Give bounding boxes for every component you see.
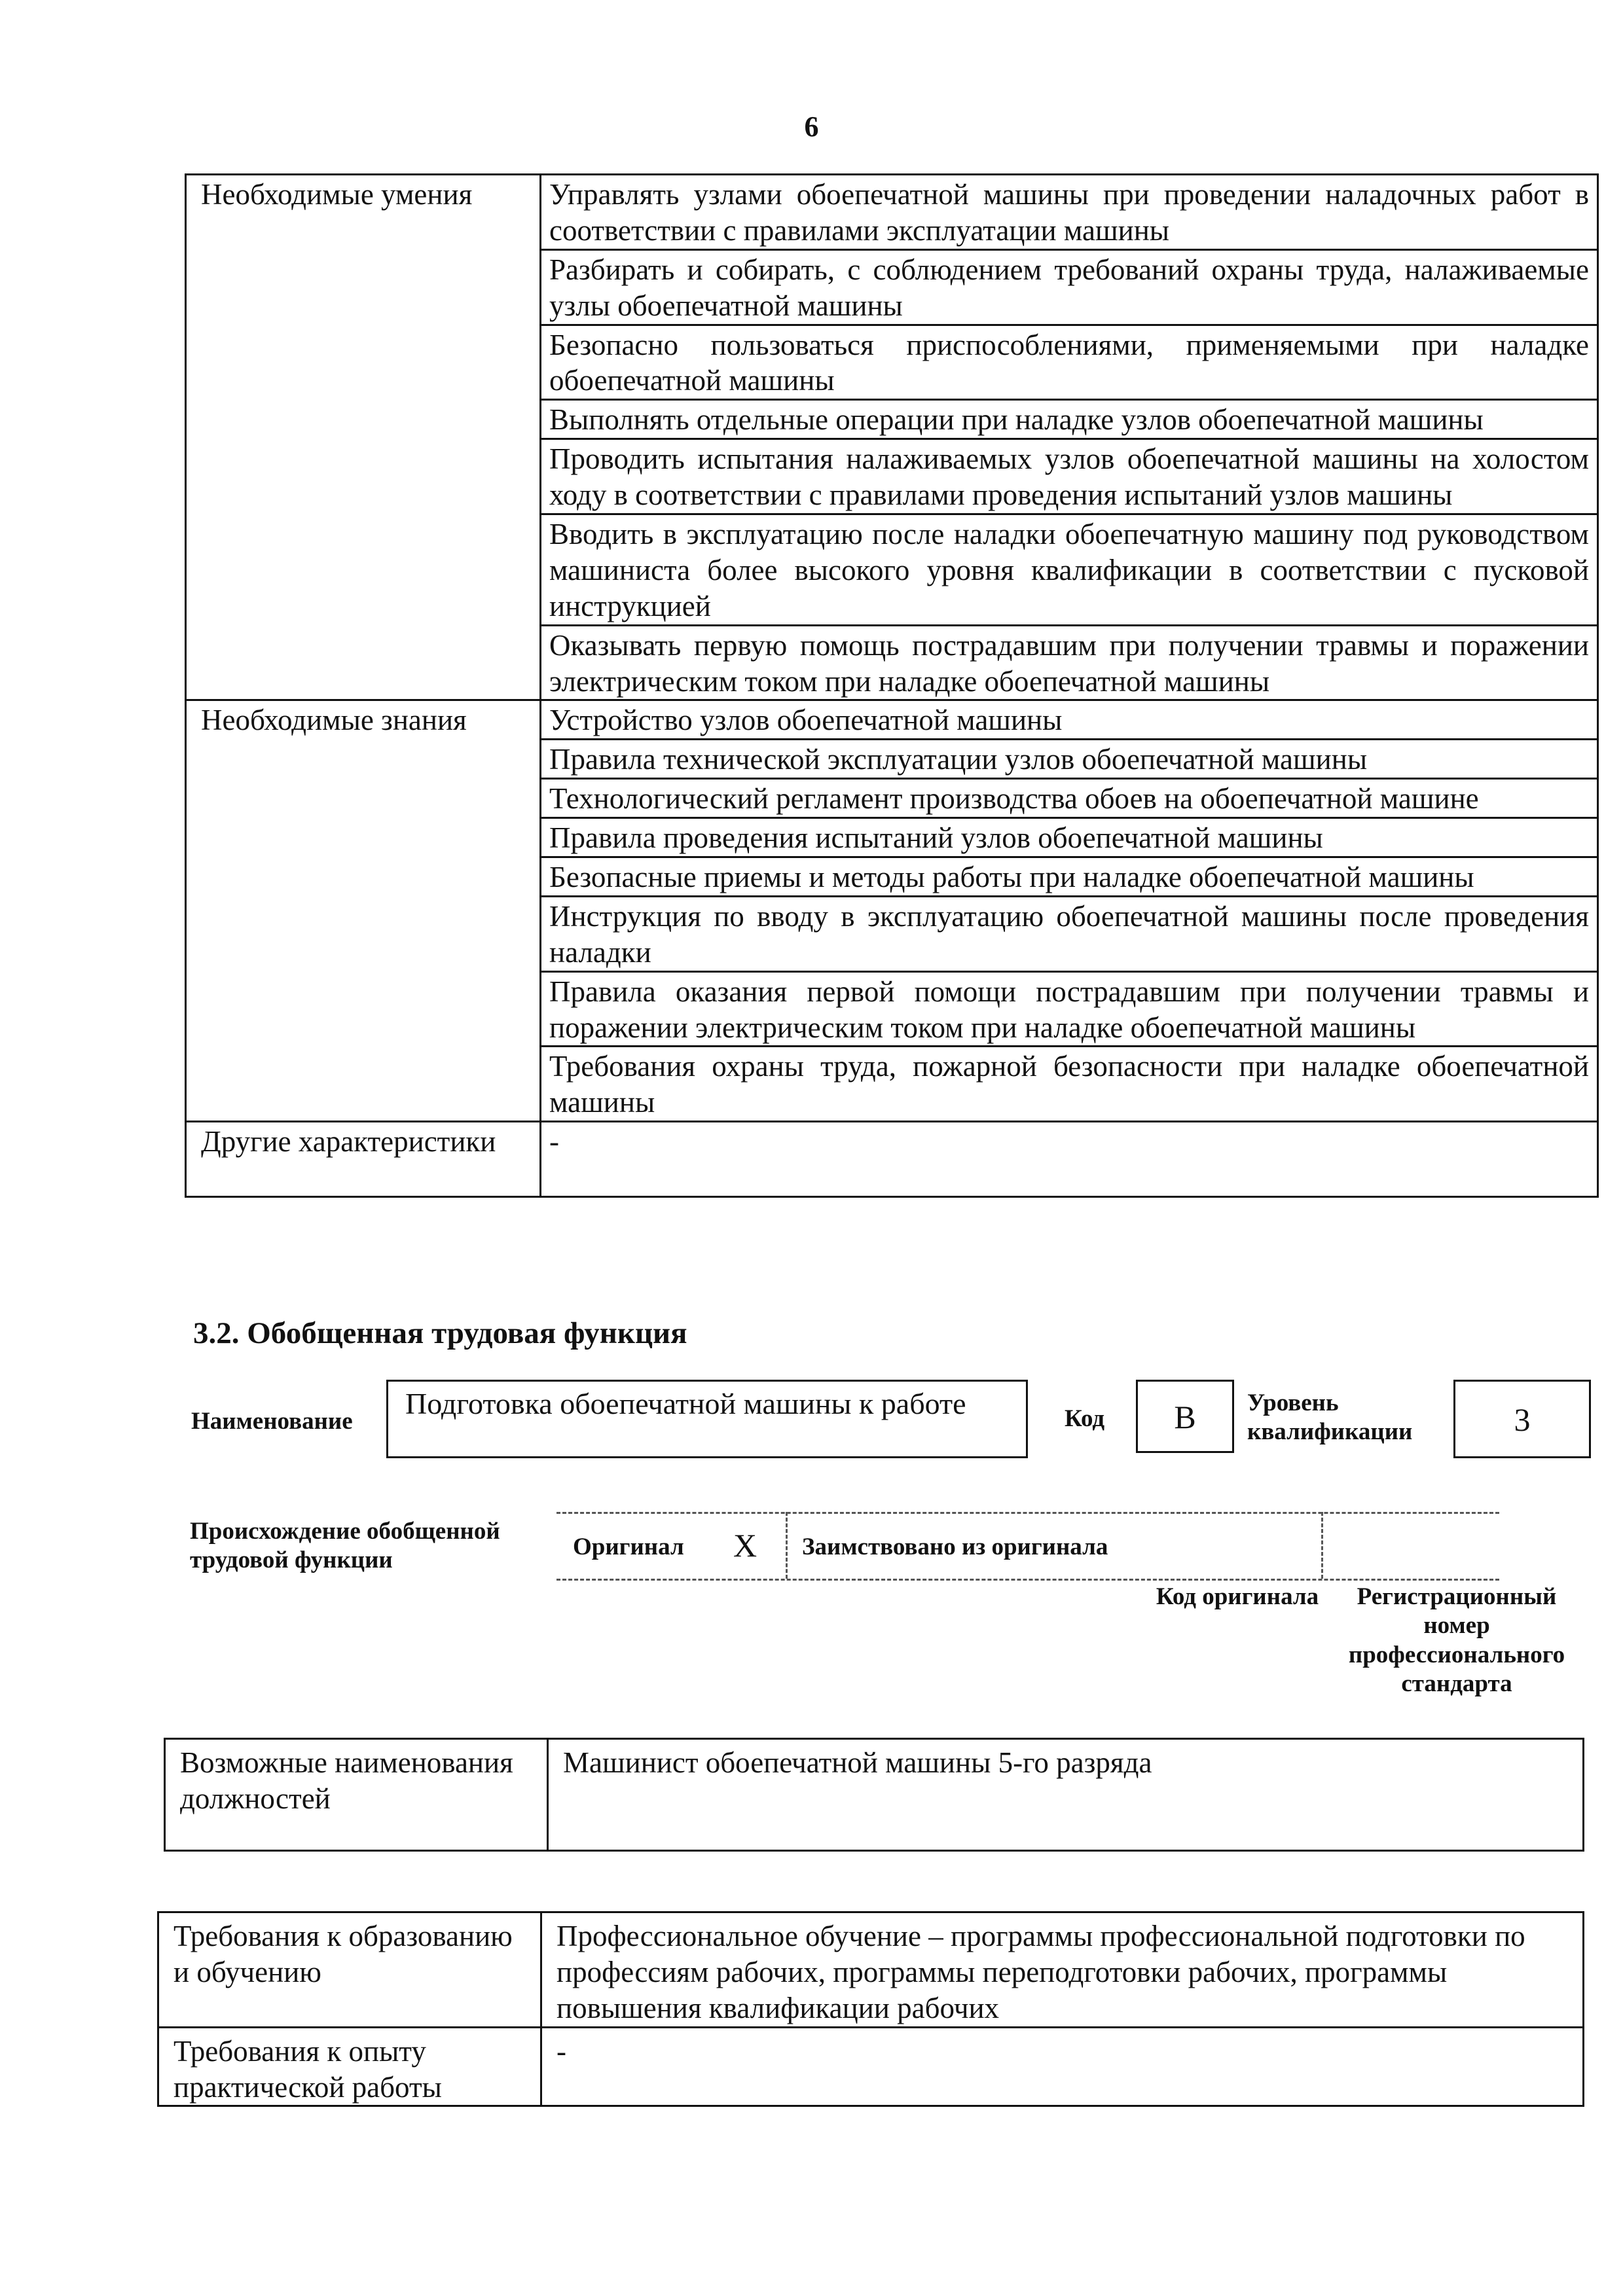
original-label: Оригинал	[573, 1534, 684, 1560]
other-value: -	[541, 1122, 1598, 1197]
knowledge-item: Требования охраны труда, пожарной безопасности при наладке обоепечатной машины	[541, 1047, 1598, 1122]
education-value: Профессиональное обучение – программы профессиональной подготовки по профессиям рабочих, программы переподготовки рабочих, программы повышения квалификации рабочих	[541, 1912, 1584, 2028]
knowledge-item: Устройство узлов обоепечатной машины	[541, 700, 1598, 740]
origin-bottom-border	[556, 1579, 1499, 1581]
other-row	[186, 1122, 1598, 1197]
code-field	[1136, 1380, 1234, 1453]
knowledge-item: Правила оказания первой помощи пострадавшим при получении травмы и поражении электрическим током при наладке обоепечатной машины	[541, 971, 1598, 1047]
skills-item: Управлять узлами обоепечатной машины при проведении наладочных работ в соответствии с правилами эксплуатации машины	[541, 175, 1598, 250]
skills-item: Безопасно пользоваться приспособлениями, применяемыми при наладке обоепечатной машины	[541, 325, 1598, 400]
origin-divider-1	[786, 1512, 788, 1579]
name-field	[386, 1380, 1028, 1458]
education-label: Требования к образованию и обучению	[158, 1912, 541, 2028]
code-original-label: Код оригинала	[1156, 1583, 1319, 1610]
positions-table	[164, 1738, 1584, 1852]
positions-row	[165, 1739, 1584, 1851]
experience-value: -	[541, 2027, 1584, 2106]
knowledge-item: Безопасные приемы и методы работы при наладке обоепечатной машины	[541, 857, 1598, 897]
level-value: 3	[1514, 1401, 1531, 1438]
skills-label: Необходимые умения	[186, 175, 541, 700]
origin-divider-2	[1321, 1512, 1323, 1579]
reg-number-label: Регистрационный номер профессионального стандарта	[1348, 1583, 1565, 1698]
positions-value: Машинист обоепечатной машины 5-го разряда	[548, 1739, 1584, 1851]
knowledge-row	[186, 700, 1598, 740]
other-label: Другие характеристики	[186, 1122, 541, 1197]
code-value: B	[1174, 1399, 1196, 1435]
original-mark: X	[733, 1527, 757, 1564]
name-value: Подготовка обоепечатной машины к работе	[405, 1387, 966, 1420]
experience-label: Требования к опыту практической работы	[158, 2027, 541, 2106]
skills-item: Оказывать первую помощь пострадавшим при получении травмы и поражении электрическим током при наладке обоепечатной машины	[541, 625, 1598, 700]
origin-top-border	[556, 1512, 1499, 1514]
knowledge-item: Технологический регламент производства обоев на обоепечатной машине	[541, 779, 1598, 818]
section-heading: 3.2. Обобщенная трудовая функция	[193, 1316, 687, 1350]
borrowed-label: Заимствовано из оригинала	[802, 1534, 1108, 1560]
knowledge-item: Правила технической эксплуатации узлов обоепечатной машины	[541, 740, 1598, 779]
knowledge-label: Необходимые знания	[186, 700, 541, 1122]
level-label: Уровень квалификации	[1247, 1390, 1413, 1446]
skills-item: Выполнять отдельные операции при наладке узлов обоепечатной машины	[541, 400, 1598, 439]
experience-row	[158, 2027, 1584, 2106]
knowledge-item: Инструкция по вводу в эксплуатацию обоепечатной машины после проведения наладки	[541, 896, 1598, 971]
code-label: Код	[1065, 1405, 1105, 1432]
requirements-table	[157, 1911, 1584, 2107]
skills-item: Разбирать и собирать, с соблюдением требований охраны труда, налаживаемые узлы обоепечатной машины	[541, 249, 1598, 325]
origin-label: Происхождение обобщенной трудовой функции	[190, 1518, 500, 1574]
skills-item: Вводить в эксплуатацию после наладки обоепечатную машину под руководством машиниста более высокого уровня квалификации в соответствии с пусковой инструкцией	[541, 514, 1598, 626]
level-field	[1453, 1380, 1591, 1458]
education-row	[158, 1912, 1584, 2028]
knowledge-item: Правила проведения испытаний узлов обоепечатной машины	[541, 818, 1598, 857]
skills-knowledge-table	[185, 173, 1599, 1198]
name-label: Наименование	[191, 1408, 353, 1435]
skills-item: Проводить испытания налаживаемых узлов обоепечатной машины на холостом ходу в соответствии с правилами проведения испытаний узлов машины	[541, 439, 1598, 514]
skills-row	[186, 175, 1598, 250]
positions-label: Возможные наименования должностей	[165, 1739, 548, 1851]
page-number: 6	[804, 111, 819, 143]
